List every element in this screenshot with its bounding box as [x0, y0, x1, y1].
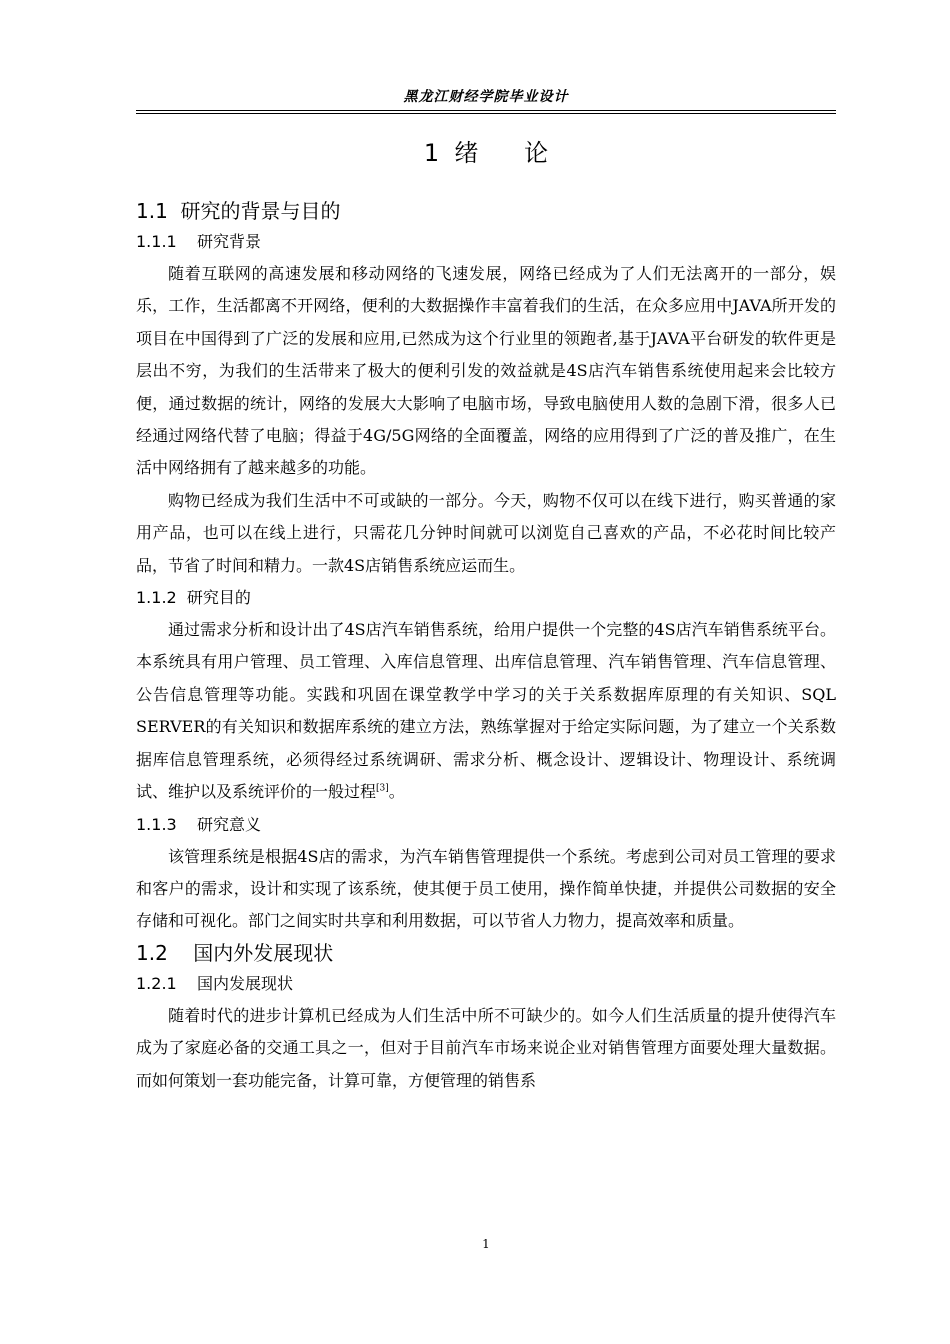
header-rule — [136, 110, 836, 114]
section-heading-1-2-1: 1.2.1 国内发展现状 — [136, 973, 294, 993]
section-heading-1-1-3: 1.1.3 研究意义 — [136, 814, 262, 834]
page-number: 1 — [482, 1237, 490, 1251]
paragraph-significance: 该管理系统是根据4S店的需求，为汽车销售管理提供一个系统。考虑到公司对员工管理的要求和客户的需求，设计和实现了该系统，使其便于员工使用，操作简单快捷，并提供公司数据的安全存储和可视化。部门之间实时共享和利用数据，可以节省人力物力，提高效率和质量。 — [136, 846, 836, 931]
page-header-title: 黑龙江财经学院毕业设计 — [403, 89, 569, 105]
paragraph-domestic: 随着时代的进步计算机已经成为人们生活中所不可缺少的。如今人们生活质量的提升使得汽车成为了家庭必备的交通工具之一，但对于目前汽车市场来说企业对销售管理方面要处理大量数据。而如何策划一套功能完备，计算可靠，方便管理的销售系 — [136, 1005, 836, 1090]
section-heading-1-1: 1.1 研究的背景与目的 — [136, 199, 341, 223]
section-heading-1-1-1: 1.1.1 研究背景 — [136, 232, 262, 251]
paragraph-purpose-text: 通过需求分析和设计出了4S店汽车销售系统，给用户提供一个完整的4S店汽车销售系统平台。本系统具有用户管理、员工管理、入库信息管理、出库信息管理、汽车销售管理、汽车信息管理、公告信息管理等功能。实践和巩固在课堂教学中学习的关于关系数据库原理的有关知识、SQL SERVER的有关知识和数据库系统的建立方法，熟练掌握对于给定实际问题，为了建立一个关系数据库信息管理系统，必须得经过系统调研、需求分析、概念设计、逻辑设计、物理设计、系统调试、维护以及系统评价的一般过程 — [136, 620, 836, 802]
chapter-title: 1 绪 论 — [423, 139, 549, 167]
section-heading-1-2: 1.2 国内外发展现状 — [136, 940, 334, 965]
section-heading-1-1-2: 1.1.2 研究目的 — [136, 588, 251, 608]
paragraph-purpose-tail: 。 — [388, 782, 405, 802]
paragraph-purpose — [136, 614, 836, 808]
citation-ref: [3] — [376, 783, 389, 794]
paragraph-background-1: 随着互联网的高速发展和移动网络的飞速发展，网络已经成为了人们无法离开的一部分，娱乐，工作，生活都离不开网络，便利的大数据操作丰富着我们的生活，在众多应用中JAVA所开发的项目在中国得到了广泛的发展和应用,已然成为这个行业里的领跑者,基于JAVA平台研发的软件更是层出不穷，为我们的生活带来了极大的便利引发的效益就是4S店汽车销售系统使用起来会比较方便，通过数据的统计，网络的发展大大影响了电脑市场，导致电脑使用人数的急剧下滑，很多人已经通过网络代替了电脑；得益于4G/5G网络的全面覆盖，网络的应用得到了广泛的普及推广，在生活中网络拥有了越来越多的功能。 — [136, 264, 836, 478]
paragraph-background-2: 购物已经成为我们生活中不可或缺的一部分。今天，购物不仅可以在线下进行，购买普通的家用产品，也可以在线上进行，只需花几分钟时间就可以浏览自己喜欢的产品，不必花时间比较产品，节省了时间和精力。一款4S店销售系统应运而生。 — [136, 490, 836, 575]
page-body — [136, 196, 836, 1097]
